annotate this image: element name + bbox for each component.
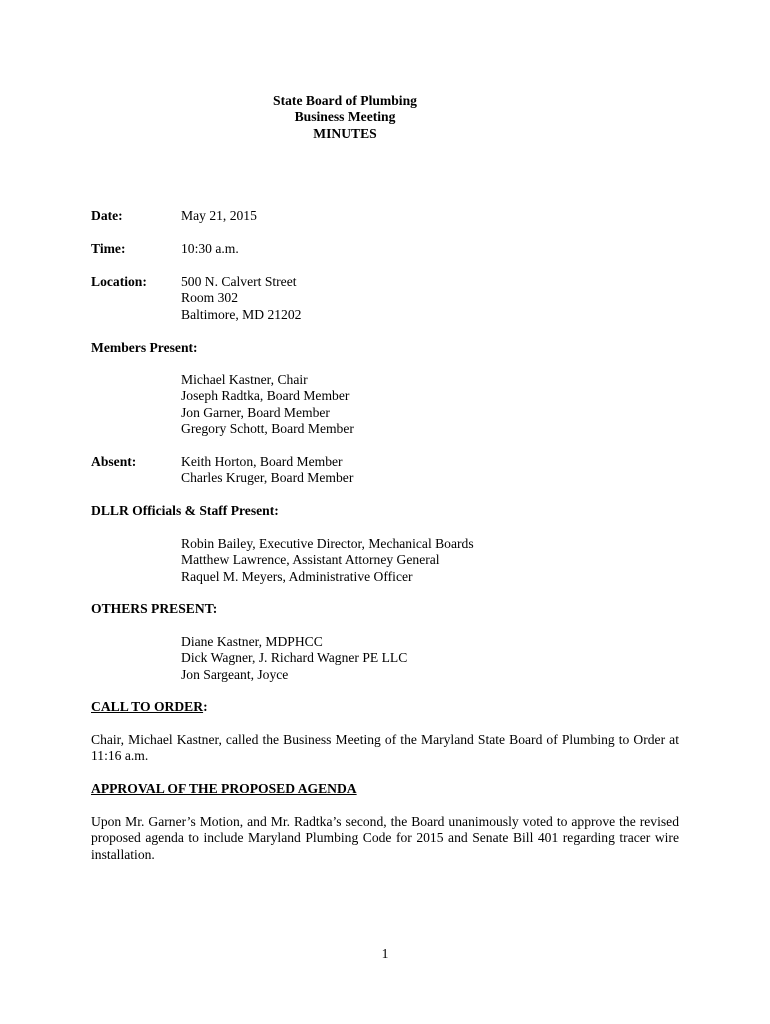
time-value: 10:30 a.m. (181, 241, 239, 256)
staff-name: Raquel M. Meyers, Administrative Officer (181, 568, 413, 584)
member-name: Gregory Schott, Board Member (181, 421, 354, 437)
others-present-heading: OTHERS PRESENT: (91, 601, 218, 616)
other-attendee-name: Dick Wagner, J. Richard Wagner PE LLC (181, 650, 408, 666)
members-present-heading: Members Present: (91, 340, 198, 355)
absent-label: Absent: (91, 454, 137, 469)
location-line: Baltimore, MD 21202 (181, 306, 302, 322)
header-minutes: MINUTES (313, 125, 377, 141)
time-label: Time: (91, 241, 126, 256)
document-header (230, 93, 460, 142)
call-to-order-text: Chair, Michael Kastner, called the Business Meeting of the Maryland State Board of Plumbing to Order at 11:16 a.m. (91, 732, 679, 764)
header-subtitle: Business Meeting (294, 109, 396, 125)
staff-present-heading: DLLR Officials & Staff Present: (91, 503, 279, 518)
header-title: State Board of Plumbing (273, 93, 417, 108)
other-attendee-name: Diane Kastner, MDPHCC (181, 634, 323, 649)
absent-name: Keith Horton, Board Member (181, 454, 343, 469)
absent-list (181, 454, 353, 487)
page-number: 1 (381, 946, 389, 961)
date-value: May 21, 2015 (181, 208, 257, 223)
date-label: Date: (91, 208, 123, 223)
other-attendee-name: Jon Sargeant, Joyce (181, 666, 289, 682)
absent-name: Charles Kruger, Board Member (181, 470, 354, 486)
location-line: Room 302 (181, 290, 239, 306)
staff-present-list (181, 536, 474, 585)
member-name: Jon Garner, Board Member (181, 404, 330, 420)
call-to-order-title: CALL TO ORDER (91, 699, 204, 714)
location-value (181, 274, 301, 323)
call-to-order-heading (91, 699, 208, 715)
agenda-heading: APPROVAL OF THE PROPOSED AGENDA (91, 781, 357, 796)
location-line: 500 N. Calvert Street (181, 274, 297, 289)
member-name: Joseph Radtka, Board Member (181, 388, 350, 404)
staff-name: Robin Bailey, Executive Director, Mechanical Boards (181, 536, 474, 551)
location-label: Location: (91, 274, 147, 289)
call-to-order-colon: : (203, 699, 208, 714)
members-present-list (181, 372, 354, 438)
staff-name: Matthew Lawrence, Assistant Attorney General (181, 552, 440, 568)
member-name: Michael Kastner, Chair (181, 372, 308, 387)
others-present-list (181, 634, 407, 683)
agenda-text: Upon Mr. Garner’s Motion, and Mr. Radtka’s second, the Board unanimously voted to approve the revised proposed agenda to include Maryland Plumbing Code for 2015 and Senate Bill 401 regarding tracer wire installation. (91, 814, 679, 862)
